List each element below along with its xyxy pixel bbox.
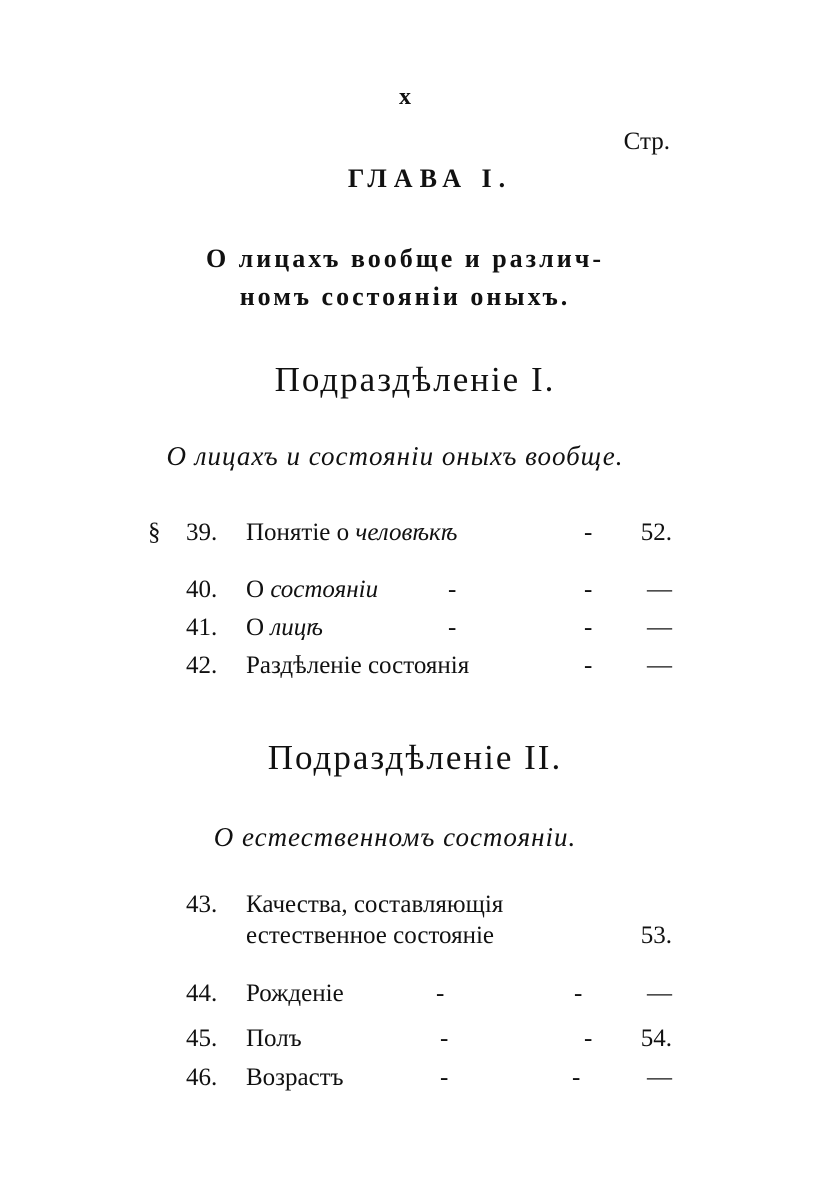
entry-page: 53. [640,922,672,949]
entry-dash: - [440,1025,449,1052]
entry-number: 41. [186,614,218,641]
entry-title: Качества, составляющiя [246,891,504,918]
entry-dash: - [584,519,593,546]
page-column-header: Стр. [623,128,670,155]
entry-page: — [647,980,672,1007]
entry-dash: - [584,652,593,679]
page-number: x [399,84,411,110]
entry-dash: - [440,1064,449,1091]
subdivision-2-heading: Подраздѣленiе II. [267,738,563,777]
entry-number: 45. [186,1025,218,1052]
entry-number: 42. [186,652,218,679]
entry-number: 40. [186,576,218,603]
entry-title: О лицѣ [246,614,323,641]
entry-title: Рожденiе [246,980,344,1007]
entry-page: 54. [640,1025,672,1052]
entry-title: Раздѣленiе состоянiя [246,652,470,679]
entry-page: — [647,652,672,679]
entry-dash: - [448,576,457,603]
subdivision-1-subtitle: О лицахъ и состоянiи оныхъ вообще. [166,441,624,471]
section-sign: § [148,519,161,546]
entry-dash: - [584,1025,593,1052]
subdivision-1-heading: Подраздѣленiе I. [274,360,556,399]
entry-dash: - [574,980,583,1007]
entry-page: 52. [640,519,672,546]
entry-title: Возрастъ [246,1064,344,1091]
entry-title: Понятiе о человѣкѣ [246,519,458,546]
chapter-title-line-1: О лицахъ вообще и различ- [205,244,605,273]
entry-dash: - [584,614,593,641]
entry-page: — [647,614,672,641]
entry-dash: - [572,1064,581,1091]
entry-dash: - [448,614,457,641]
subdivision-2-subtitle: О естественномъ состоянiи. [213,822,577,852]
entry-number: 44. [186,980,218,1007]
entry-number: 43. [186,891,218,918]
entry-title: О состоянiи [246,576,379,603]
entry-page: — [647,576,672,603]
entry-title-continued: естественное состоянiе [246,922,494,949]
entry-number: 39. [186,519,218,546]
entry-page: — [647,1064,672,1091]
entry-dash: - [584,576,593,603]
entry-title: Полъ [246,1025,302,1052]
entry-dash: - [436,980,445,1007]
entry-number: 46. [186,1064,218,1091]
chapter-heading: ГЛАВА I. [347,164,513,193]
chapter-title-line-2: номъ состоянiи оныхъ. [239,282,571,311]
